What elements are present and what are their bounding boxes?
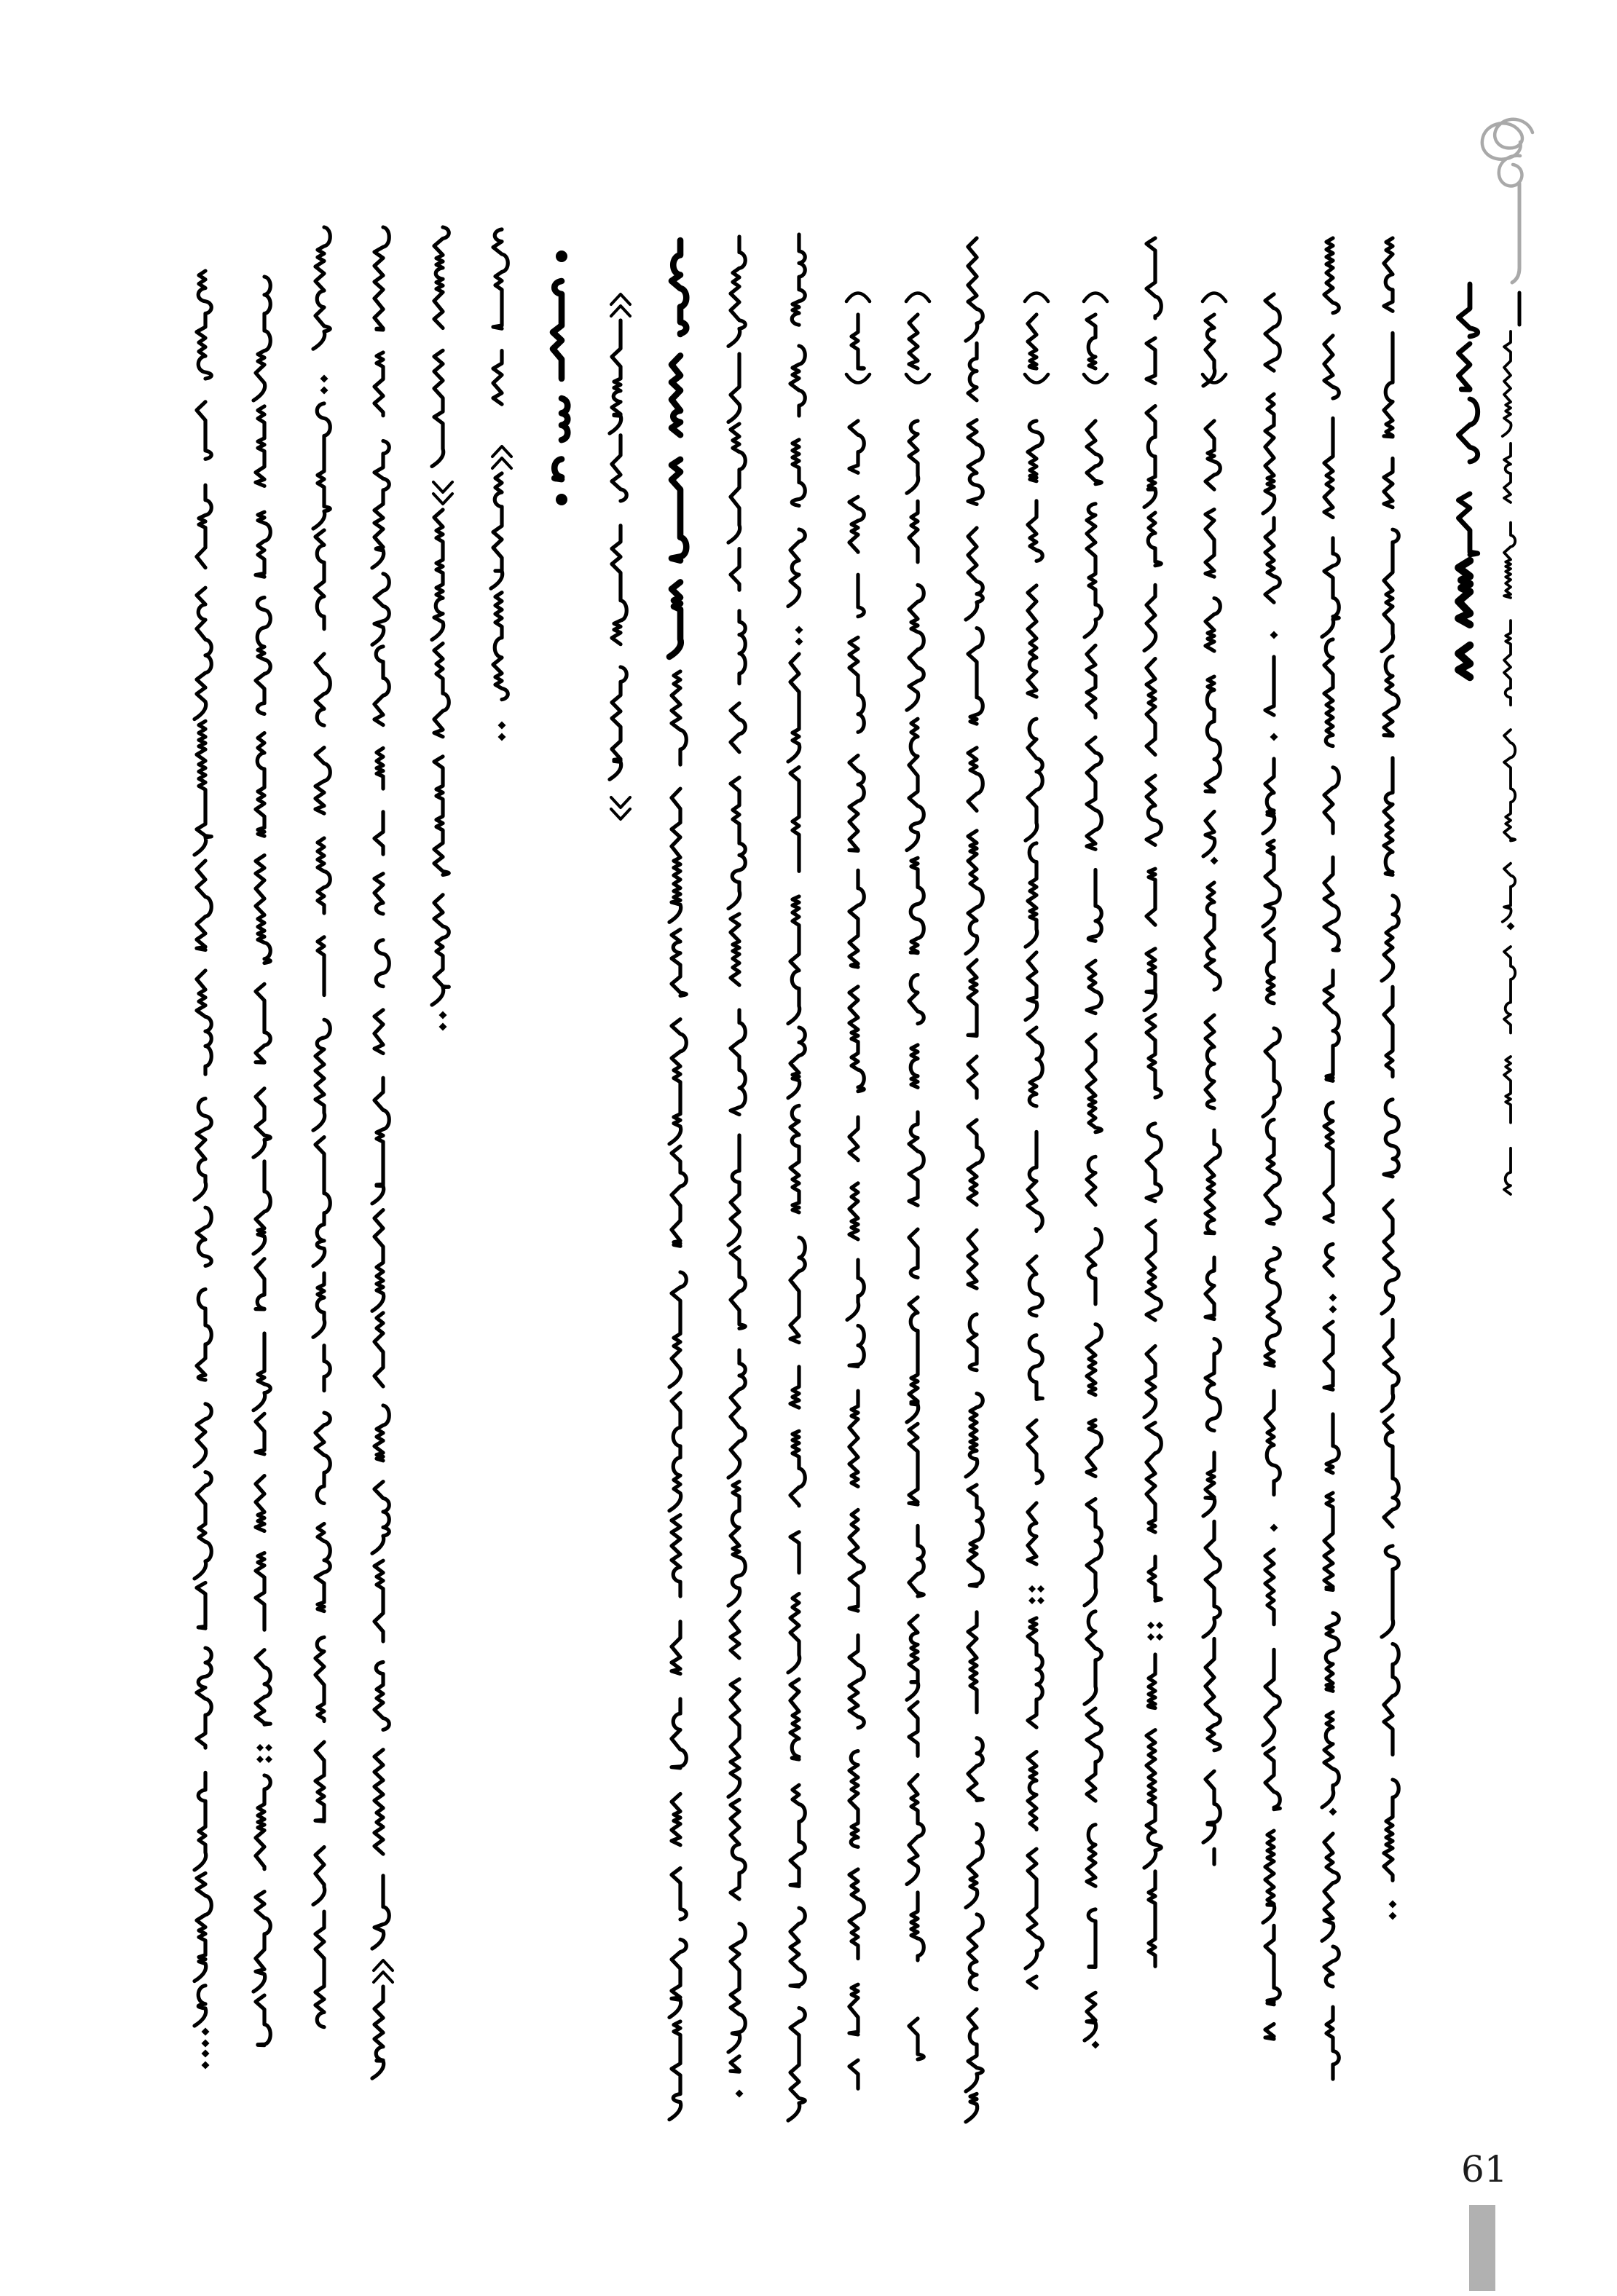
- footer-gray-bar: [1469, 2205, 1495, 2291]
- bullet-mark: [556, 250, 567, 262]
- bullet-mark: [556, 494, 567, 505]
- page-number: 61: [1461, 2148, 1508, 2190]
